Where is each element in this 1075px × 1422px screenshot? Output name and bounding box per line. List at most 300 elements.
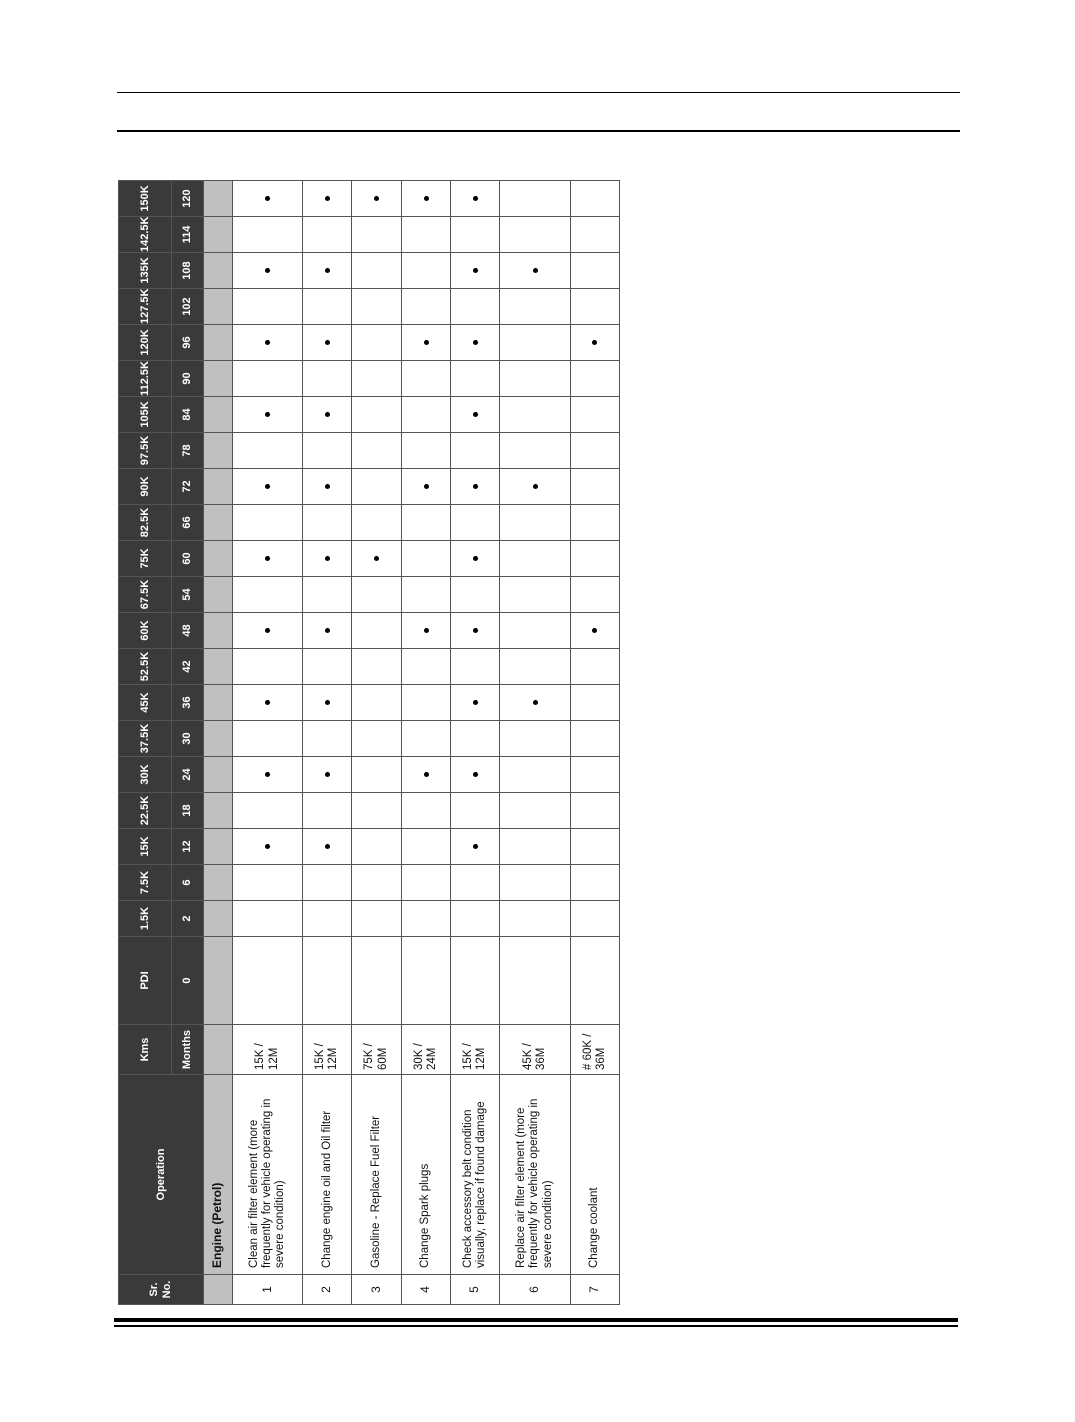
schedule-cell [500,865,570,901]
schedule-cell [233,577,303,613]
schedule-cell [233,937,303,1025]
service-mark-dot [325,484,330,489]
schedule-cell [570,649,619,685]
schedule-cell [451,289,500,325]
schedule-cell [233,505,303,541]
service-mark-dot [265,484,270,489]
sr-no-cell: 7 [570,1275,619,1305]
service-mark-dot [473,700,478,705]
service-mark-dot [473,844,478,849]
months-value-header: 42 [172,649,204,685]
kms-value-header: 90K [119,469,172,505]
table-row [233,145,303,1305]
kms-value-header: 112.5K [119,361,172,397]
section-blank [204,541,233,577]
kms-value-header: 105K [119,397,172,433]
operation-cell: Gasoline - Replace Fuel Filter [352,1075,401,1275]
months-header: Months [172,1025,204,1075]
schedule-cell [303,613,352,649]
schedule-cell [233,829,303,865]
schedule-cell [451,469,500,505]
section-blank [204,1025,233,1075]
service-mark-dot [265,556,270,561]
schedule-cell [570,721,619,757]
service-mark-dot [325,268,330,273]
schedule-cell [451,793,500,829]
sr-no-header: Sr. No. [119,1275,204,1305]
service-mark-dot [374,196,379,201]
service-mark-dot [325,700,330,705]
schedule-cell [352,253,401,289]
interval-cell: 15K / 12M [233,1025,303,1075]
kms-value-header: 142.5K [119,217,172,253]
operation-cell: Change coolant [570,1075,619,1275]
service-mark-dot [592,340,597,345]
kms-value-header: 52.5K [119,649,172,685]
schedule-cell [451,829,500,865]
schedule-cell [570,613,619,649]
schedule-cell [570,397,619,433]
months-value-header: 0 [172,937,204,1025]
kms-value-header: 127.5K [119,289,172,325]
schedule-cell [303,217,352,253]
schedule-cell [352,505,401,541]
schedule-cell [570,577,619,613]
schedule-cell [352,757,401,793]
schedule-cell [500,217,570,253]
schedule-cell [570,829,619,865]
service-mark-dot [592,628,597,633]
schedule-cell [451,649,500,685]
kms-value-header: 75K [119,541,172,577]
section-blank [204,469,233,505]
header-rule [117,130,960,132]
schedule-cell [233,361,303,397]
service-mark-dot [424,628,429,633]
schedule-cell [401,541,450,577]
section-blank [204,829,233,865]
schedule-cell [352,469,401,505]
schedule-cell [303,577,352,613]
schedule-cell [500,685,570,721]
schedule-cell [233,865,303,901]
months-value-header: 114 [172,217,204,253]
schedule-cell [500,793,570,829]
top-rule [117,92,960,93]
schedule-cell [500,829,570,865]
kms-value-header: 135K [119,253,172,289]
schedule-cell [401,721,450,757]
schedule-cell [303,541,352,577]
service-mark-dot [325,412,330,417]
schedule-cell [401,865,450,901]
months-value-header: 72 [172,469,204,505]
sr-no-cell: 6 [500,1275,570,1305]
schedule-cell [352,649,401,685]
operation-cell: Clean air filter element (more frequently for vehicle operating in severe condition) [233,1075,303,1275]
schedule-cell [570,793,619,829]
schedule-cell [352,181,401,217]
schedule-cell [352,433,401,469]
kms-value-header: 22.5K [119,793,172,829]
schedule-cell [303,505,352,541]
schedule-cell [500,649,570,685]
schedule-cell [401,325,450,361]
table-row [451,145,500,1305]
schedule-cell [401,577,450,613]
schedule-cell [352,937,401,1025]
schedule-cell [401,217,450,253]
schedule-cell [570,865,619,901]
sr-no-cell: 2 [303,1275,352,1305]
section-blank [204,397,233,433]
operation-cell: Check accessory belt condition visually, replace if found damage [451,1075,500,1275]
schedule-cell [500,541,570,577]
schedule-cell [401,289,450,325]
service-mark-dot [533,484,538,489]
schedule-cell [303,397,352,433]
schedule-cell [233,721,303,757]
schedule-cell [233,469,303,505]
schedule-cell [500,253,570,289]
schedule-cell [500,181,570,217]
service-mark-dot [473,772,478,777]
interval-cell: 30K / 24M [401,1025,450,1075]
schedule-cell [401,469,450,505]
schedule-cell [352,361,401,397]
schedule-cell [352,901,401,937]
schedule-cell [303,325,352,361]
section-blank [204,1275,233,1305]
service-mark-dot [265,772,270,777]
schedule-cell [303,865,352,901]
schedule-cell [570,181,619,217]
months-value-header: 36 [172,685,204,721]
service-mark-dot [265,268,270,273]
schedule-cell [233,253,303,289]
schedule-cell [500,325,570,361]
months-value-header: 96 [172,325,204,361]
months-value-header: 78 [172,433,204,469]
months-value-header: 6 [172,865,204,901]
service-mark-dot [424,484,429,489]
schedule-cell [401,181,450,217]
schedule-cell [401,433,450,469]
section-blank [204,613,233,649]
schedule-cell [352,325,401,361]
section-blank [204,505,233,541]
schedule-cell [500,721,570,757]
schedule-cell [233,901,303,937]
schedule-cell [233,217,303,253]
operation-cell: Change Spark plugs [401,1075,450,1275]
kms-header-row [119,145,172,1305]
schedule-cell [233,181,303,217]
schedule-cell [303,757,352,793]
schedule-cell [303,721,352,757]
service-mark-dot [473,628,478,633]
service-mark-dot [265,844,270,849]
schedule-cell [352,289,401,325]
schedule-cell [570,325,619,361]
schedule-cell [303,289,352,325]
schedule-cell [401,793,450,829]
schedule-cell [570,361,619,397]
sr-no-cell: 4 [401,1275,450,1305]
schedule-cell [570,901,619,937]
schedule-cell [451,685,500,721]
schedule-cell [352,829,401,865]
service-mark-dot [473,268,478,273]
section-blank [204,937,233,1025]
schedule-cell [352,865,401,901]
section-blank [204,217,233,253]
schedule-cell [500,937,570,1025]
schedule-cell [303,181,352,217]
service-mark-dot [473,556,478,561]
schedule-cell [451,433,500,469]
kms-value-header: 120K [119,325,172,361]
service-mark-dot [533,268,538,273]
schedule-cell [352,541,401,577]
schedule-cell [303,937,352,1025]
schedule-cell [401,397,450,433]
schedule-cell [233,757,303,793]
schedule-cell [500,505,570,541]
schedule-cell [401,685,450,721]
months-value-header: 84 [172,397,204,433]
service-mark-dot [325,340,330,345]
schedule-cell [233,397,303,433]
kms-value-header: 97.5K [119,433,172,469]
section-blank [204,721,233,757]
schedule-cell [451,541,500,577]
footer-rule-thick [114,1318,958,1322]
schedule-cell [451,361,500,397]
schedule-cell [451,721,500,757]
schedule-cell [233,649,303,685]
schedule-cell [233,613,303,649]
schedule-cell [451,397,500,433]
schedule-cell [570,505,619,541]
schedule-cell [451,505,500,541]
section-blank [204,865,233,901]
schedule-cell [303,829,352,865]
schedule-cell [500,397,570,433]
schedule-cell [451,937,500,1025]
schedule-cell [500,613,570,649]
schedule-cell [451,217,500,253]
schedule-cell [500,577,570,613]
schedule-cell [401,505,450,541]
schedule-cell [352,793,401,829]
schedule-cell [451,865,500,901]
service-mark-dot [265,340,270,345]
interval-cell: 75K / 60M [352,1025,401,1075]
schedule-cell [451,757,500,793]
service-mark-dot [325,196,330,201]
schedule-cell [303,433,352,469]
months-value-header: 2 [172,901,204,937]
kms-value-header: 15K [119,829,172,865]
schedule-cell [570,289,619,325]
service-mark-dot [473,412,478,417]
schedule-cell [570,937,619,1025]
schedule-cell [451,181,500,217]
schedule-cell [303,469,352,505]
section-blank [204,685,233,721]
section-blank [204,577,233,613]
months-value-header: 54 [172,577,204,613]
service-mark-dot [533,700,538,705]
schedule-cell [303,685,352,721]
interval-cell: 45K / 36M [500,1025,570,1075]
interval-cell: 15K / 12M [451,1025,500,1075]
section-blank [204,901,233,937]
schedule-cell [401,829,450,865]
schedule-cell [570,757,619,793]
section-blank [204,325,233,361]
months-value-header: 120 [172,181,204,217]
schedule-cell [233,685,303,721]
section-blank [204,649,233,685]
schedule-cell [401,937,450,1025]
schedule-cell [451,325,500,361]
schedule-cell [352,721,401,757]
kms-value-header: 60K [119,613,172,649]
schedule-cell [570,253,619,289]
schedule-cell [352,577,401,613]
schedule-cell [352,613,401,649]
kms-value-header: 45K [119,685,172,721]
months-value-header: 60 [172,541,204,577]
schedule-cell [500,901,570,937]
months-value-header: 48 [172,613,204,649]
schedule-cell [401,613,450,649]
service-mark-dot [374,556,379,561]
schedule-cell [303,361,352,397]
schedule-cell [451,613,500,649]
schedule-cell [233,793,303,829]
service-mark-dot [424,772,429,777]
months-value-header: 12 [172,829,204,865]
maintenance-schedule-table [118,144,620,1305]
schedule-cell [500,433,570,469]
operation-header: Operation [119,1075,204,1275]
service-mark-dot [325,844,330,849]
kms-value-header: PDI [119,937,172,1025]
service-mark-dot [424,340,429,345]
schedule-cell [570,433,619,469]
operation-cell: Change engine oil and Oil filter [303,1075,352,1275]
kms-value-header: 1.5K [119,901,172,937]
schedule-cell [303,649,352,685]
table-row [401,145,450,1305]
schedule-cell [233,325,303,361]
section-blank [204,253,233,289]
schedule-cell [303,793,352,829]
schedule-cell [451,901,500,937]
table-row [570,145,619,1305]
schedule-cell [233,289,303,325]
service-mark-dot [265,196,270,201]
service-mark-dot [473,484,478,489]
interval-cell: # 60K / 36M [570,1025,619,1075]
section-blank [204,289,233,325]
service-mark-dot [325,556,330,561]
kms-value-header: 67.5K [119,577,172,613]
sr-no-cell: 3 [352,1275,401,1305]
service-mark-dot [424,196,429,201]
months-value-header: 66 [172,505,204,541]
kms-value-header: 37.5K [119,721,172,757]
schedule-cell [352,397,401,433]
schedule-cell [500,361,570,397]
schedule-cell [570,469,619,505]
schedule-cell [500,289,570,325]
section-row [204,145,233,1305]
service-mark-dot [325,628,330,633]
schedule-cell [401,361,450,397]
schedule-cell [401,649,450,685]
schedule-cell [233,541,303,577]
schedule-cell [500,757,570,793]
months-value-header: 30 [172,721,204,757]
kms-header: Kms [119,1025,172,1075]
schedule-cell [303,253,352,289]
section-title: Engine (Petrol) [204,1075,233,1275]
months-value-header: 108 [172,253,204,289]
section-blank [204,433,233,469]
schedule-cell [401,901,450,937]
section-blank [204,793,233,829]
schedule-cell [570,685,619,721]
service-mark-dot [473,340,478,345]
kms-value-header: 82.5K [119,505,172,541]
schedule-cell [451,253,500,289]
months-value-header: 102 [172,289,204,325]
table-row [352,145,401,1305]
section-blank [204,361,233,397]
service-mark-dot [265,628,270,633]
kms-value-header: 150K [119,181,172,217]
service-mark-dot [265,700,270,705]
schedule-cell [570,541,619,577]
schedule-cell [500,469,570,505]
schedule-cell [233,433,303,469]
service-mark-dot [325,772,330,777]
kms-value-header: 7.5K [119,865,172,901]
section-blank [204,181,233,217]
interval-cell: 15K / 12M [303,1025,352,1075]
kms-value-header: 30K [119,757,172,793]
months-value-header: 24 [172,757,204,793]
footer-rule-thin [114,1325,958,1327]
table-row [500,145,570,1305]
schedule-body [204,145,620,1305]
schedule-cell [352,685,401,721]
operation-cell: Replace air filter element (more frequently for vehicle operating in severe condition) [500,1075,570,1275]
schedule-cell [570,217,619,253]
schedule-cell [451,577,500,613]
service-mark-dot [265,412,270,417]
months-value-header: 90 [172,361,204,397]
months-value-header: 18 [172,793,204,829]
table-row [303,145,352,1305]
sr-no-cell: 5 [451,1275,500,1305]
schedule-cell [352,217,401,253]
service-mark-dot [473,196,478,201]
